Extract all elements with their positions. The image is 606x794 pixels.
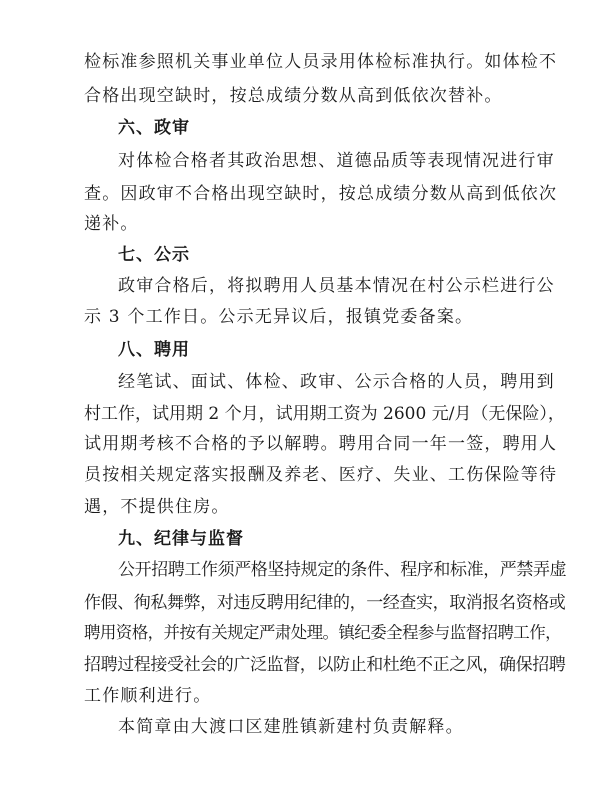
body-text-line: 政审合格后，将拟聘用人员基本情况在村公示栏进行公 — [118, 276, 555, 296]
body-text-line: 查。因政审不合格出现空缺时，按总成绩分数从高到低依次 — [84, 184, 558, 204]
body-text-line: 合格出现空缺时，按总成绩分数从高到低依次替补。 — [84, 86, 503, 106]
body-text-line: 本简章由大渡口区建胜镇新建村负责解释。 — [118, 717, 464, 737]
body-text-line: 作假、徇私舞弊，对违反聘用纪律的，一经查实，取消报名资格或 — [84, 593, 566, 613]
body-text-line: 示 3 个工作日。公示无异议后，报镇党委备案。 — [84, 307, 474, 327]
section-heading: 九、纪律与监督 — [118, 529, 244, 549]
body-text-line: 递补。 — [84, 214, 139, 234]
body-text-line: 员按相关规定落实报酬及养老、医疗、失业、工伤保险等待 — [84, 465, 558, 485]
body-text-line: 招聘过程接受社会的广泛监督，以防止和杜绝不正之风，确保招聘 — [84, 655, 566, 675]
body-text-line: 遇，不提供住房。 — [84, 497, 230, 517]
body-text-line: 对体检合格者其政治思想、道德品质等表现情况进行审 — [118, 151, 555, 171]
body-text-line: 聘用资格，并按有关规定严肃处理。镇纪委全程参与监督招聘工作， — [84, 623, 562, 642]
section-heading: 七、公示 — [118, 245, 190, 265]
body-text-line: 工作顺利进行。 — [84, 686, 212, 706]
body-text-line: 试用期考核不合格的予以解聘。聘用合同一年一签，聘用人 — [84, 434, 558, 454]
body-text-line: 公开招聘工作须严格坚持规定的条件、程序和标准，严禁弄虚 — [118, 560, 567, 580]
body-text-line: 村工作，试用期 2 个月，试用期工资为 2600 元/月（无保险）， — [84, 404, 565, 424]
body-text-line: 经笔试、面试、体检、政审、公示合格的人员，聘用到 — [118, 372, 555, 392]
section-heading: 八、聘用 — [118, 340, 190, 360]
section-heading: 六、政审 — [118, 118, 190, 138]
body-text-line: 检标准参照机关事业单位人员录用体检标准执行。如体检不 — [84, 52, 558, 72]
